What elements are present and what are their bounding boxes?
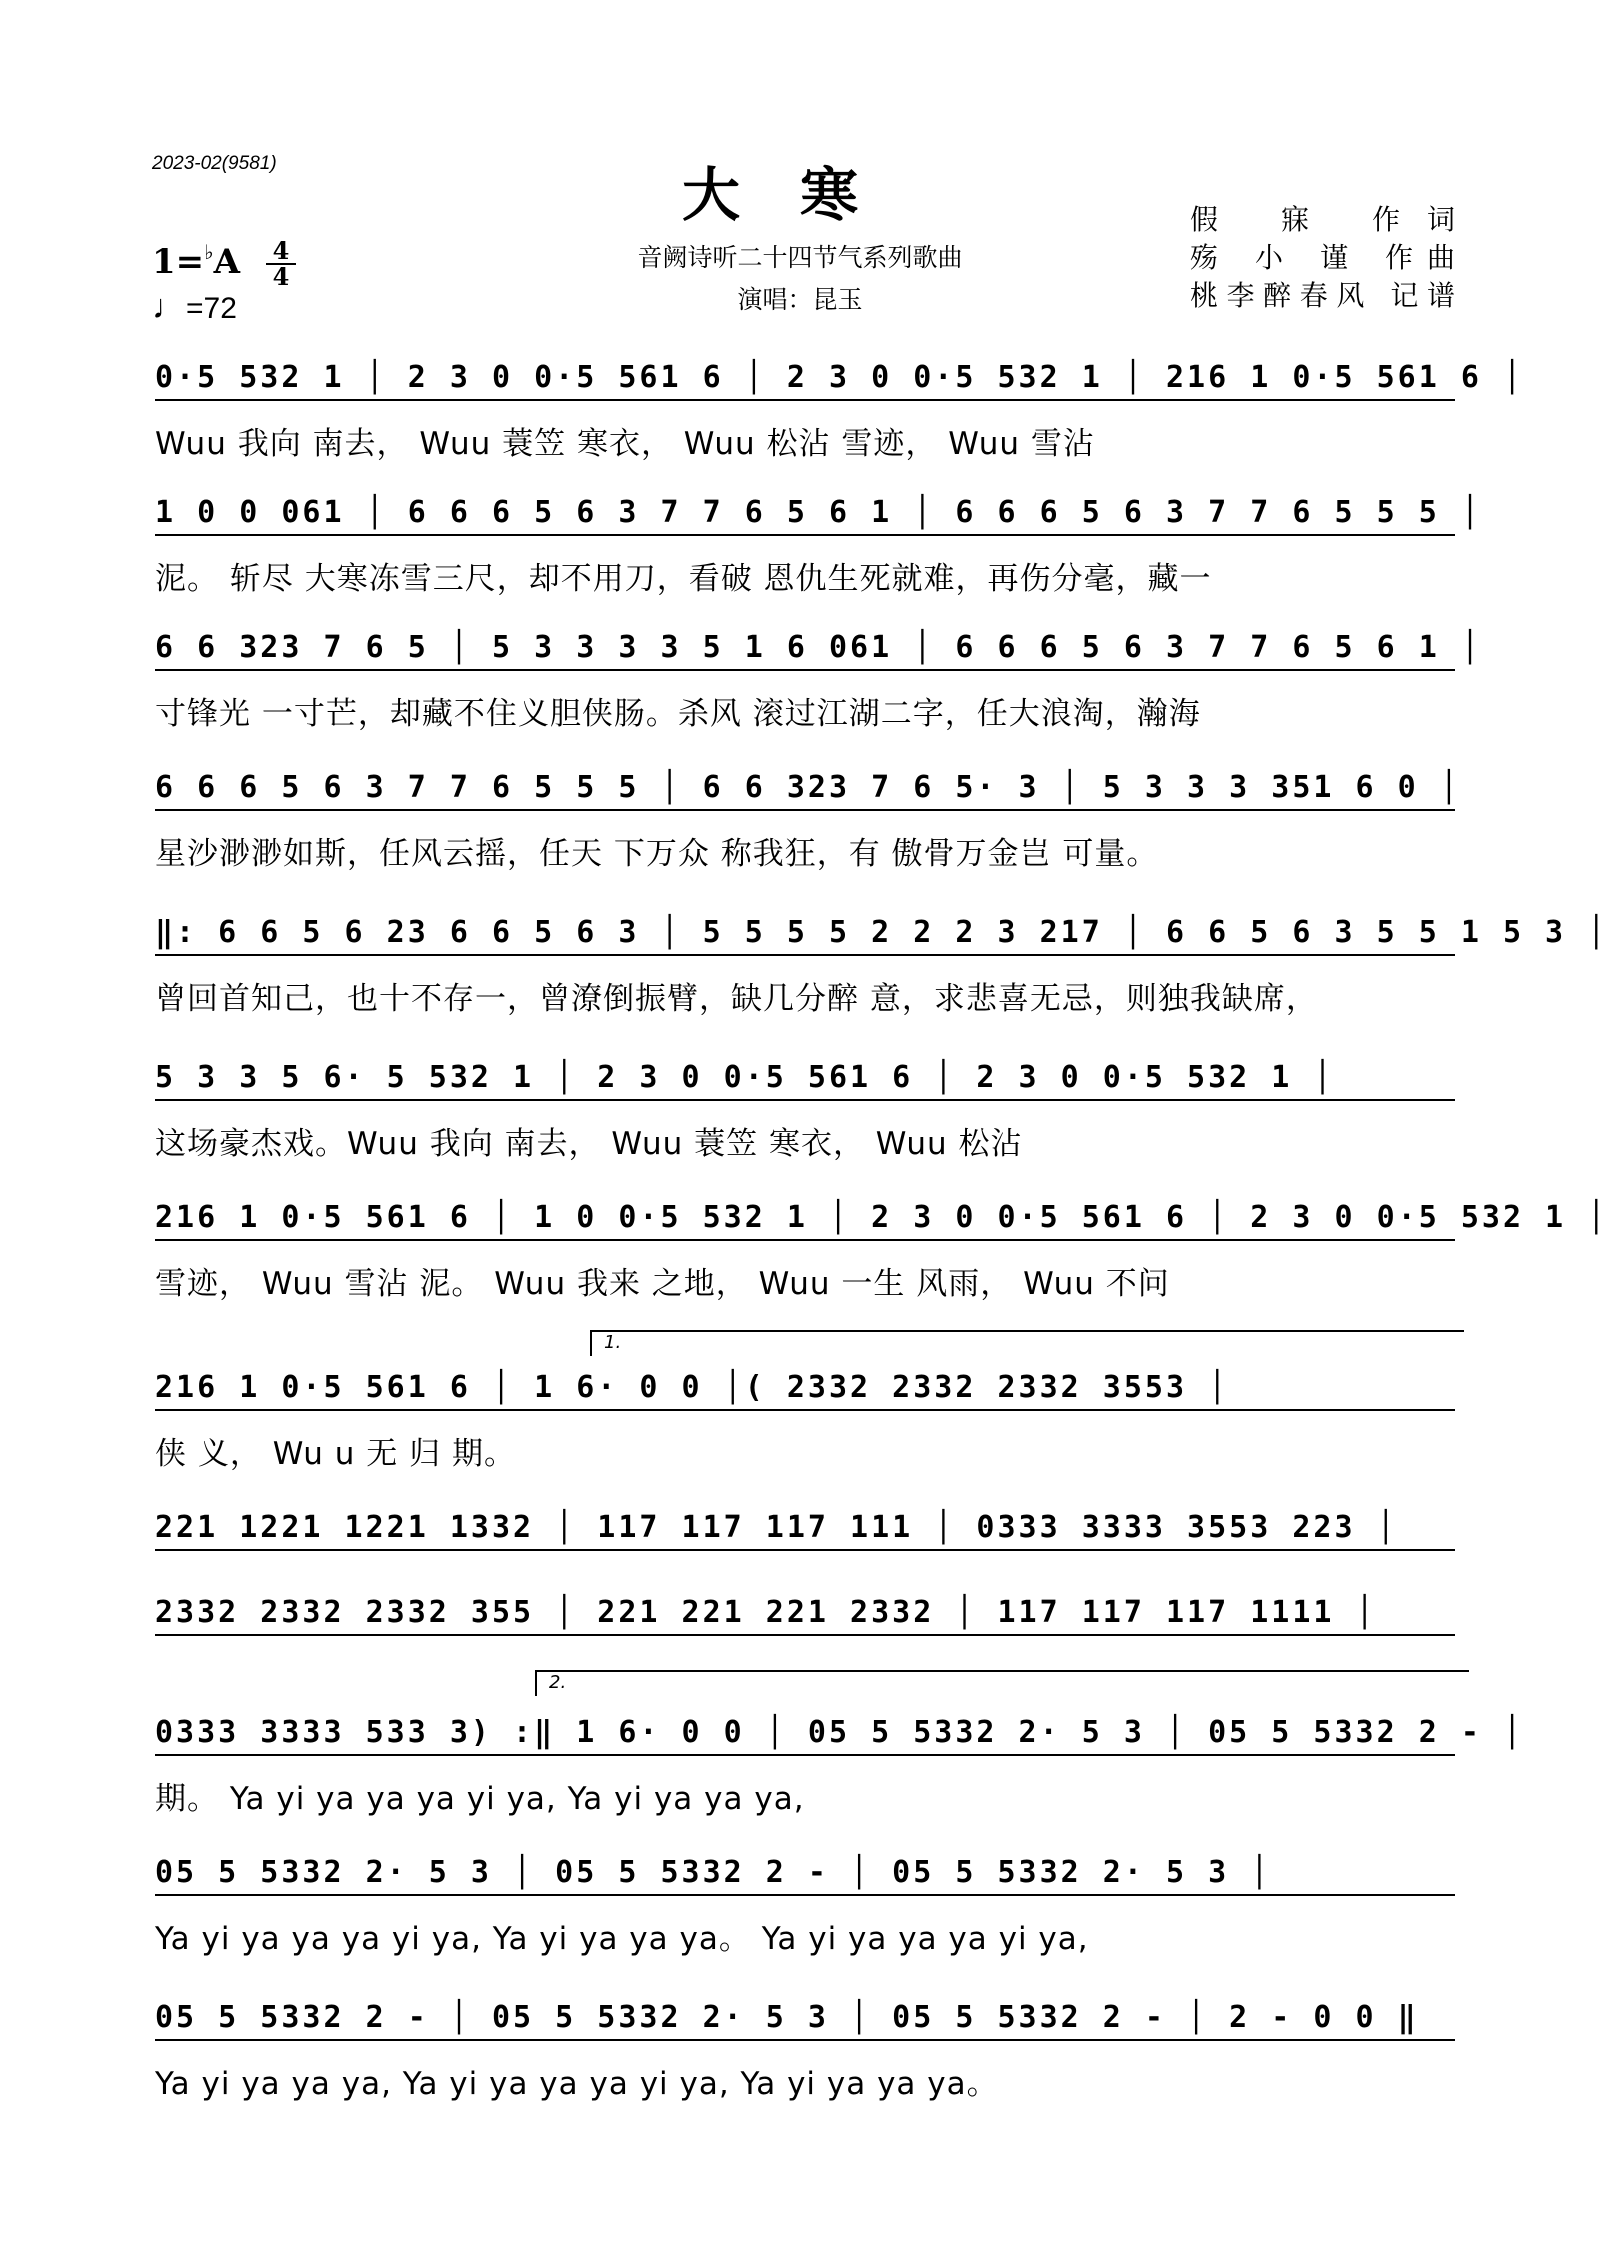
lyrics-line: 期。 Ya yi ya ya ya yi ya, Ya yi ya ya ya, [155,1781,805,1817]
key-signature [152,240,240,282]
lyrics-line: Wuu 我向 南去， Wuu 蓑笠 寒衣， Wuu 松沾 雪迹， Wuu 雪沾 [155,426,1095,462]
volta-first-ending [590,1330,1464,1356]
singer: 演唱：昆玉 [737,285,863,314]
time-signature [266,236,296,291]
notation-line: ‖: 6 6 5 6 23 6 6 5 6 3 │ 5 5 5 5 2 2 2 3 217 │ 6 6 5 6 3 5 5 1 5 3 │ [155,915,1455,956]
notation-line: 05 5 5332 2· 5 3 │ 05 5 5332 2 - │ 05 5 5332 2· 5 3 │ [155,1855,1455,1896]
notation-line: 216 1 0·5 561 6 │ 1 0 0·5 532 1 │ 2 3 0 0·5 561 6 │ 2 3 0 0·5 532 1 │ [155,1200,1455,1241]
notation-line: 221 1221 1221 1332 │ 117 117 117 111 │ 0333 3333 3553 223 │ [155,1510,1455,1551]
notation-line: 6 6 6 5 6 3 7 7 6 5 5 5 │ 6 6 323 7 6 5· 3 │ 5 3 3 3 351 6 0 │ [155,770,1455,811]
lyrics-line: 侠 义， Wu u 无 归 期。 [155,1436,516,1472]
lyrics-line: 雪迹， Wuu 雪沾 泥。 Wuu 我来 之地， Wuu 一生 风雨， Wuu 不问 [155,1266,1170,1302]
key-prefix: 1= [152,242,205,282]
volta-second-label: 2. [549,1672,567,1693]
quarter-note-icon: ♩ [152,288,186,326]
lyrics-line: 寸锋光 一寸芒，却藏不住义胆侠肠。杀风 滚过江湖二字，任大浪淘，瀚海 [155,696,1201,732]
notation-line: 6 6 323 7 6 5 │ 5 3 3 3 3 5 1 6 061 │ 6 6 6 5 6 3 7 7 6 5 6 1 │ [155,630,1455,671]
tempo-value: =72 [186,292,237,325]
lyricist-credit: 假 寐 作词 [1190,203,1455,236]
lyrics-line: 星沙渺渺如斯，任风云摇，任天 下万众 称我狂，有 傲骨万金岂 可量。 [155,836,1159,872]
composer-credit: 殇 小 谨 作曲 [1190,241,1455,274]
notation-line: 05 5 5332 2 - │ 05 5 5332 2· 5 3 │ 05 5 5332 2 - │ 2 - 0 0 ‖ [155,2000,1455,2041]
lyrics-line: Ya yi ya ya ya, Ya yi ya ya ya yi ya, Ya yi ya ya ya。 [155,2066,999,2102]
notation-line: 0333 3333 533 3) :‖ 1 6· 0 0 │ 05 5 5332 2· 5 3 │ 05 5 5332 2 - │ [155,1715,1455,1756]
notation-line: 0·5 532 1 │ 2 3 0 0·5 561 6 │ 2 3 0 0·5 532 1 │ 216 1 0·5 561 6 │ [155,360,1455,401]
time-bottom: 4 [272,262,290,291]
lyrics-line: 泥。 斩尽 大寒冻雪三尺，却不用刀，看破 恩仇生死就难，再伤分毫，藏一 [155,561,1212,597]
notation-line: 2332 2332 2332 355 │ 221 221 221 2332 │ 117 117 117 1111 │ [155,1595,1455,1636]
lyrics-line: Ya yi ya ya ya yi ya, Ya yi ya ya ya。 Ya yi ya ya ya yi ya, [155,1921,1089,1957]
time-top: 4 [272,236,290,265]
notation-line: 216 1 0·5 561 6 │ 1 6· 0 0 │( 2332 2332 2332 3553 │ [155,1370,1455,1411]
notation-line: 1 0 0 061 │ 6 6 6 5 6 3 7 7 6 5 6 1 │ 6 6 6 5 6 3 7 7 6 5 5 5 │ [155,495,1455,536]
lyrics-line: 曾回首知己，也十不存一，曾潦倒振臂，缺几分醉 意，求悲喜无忌，则独我缺席， [155,981,1318,1017]
transcriber-credit: 桃李醉春风 记谱 [1190,279,1455,312]
volta-second-ending [535,1670,1469,1696]
flat-accidental: ♭ [204,240,214,264]
series-subtitle: 音阙诗听二十四节气系列歌曲 [637,243,963,272]
key-note: A [213,242,240,282]
lyrics-line: 这场豪杰戏。Wuu 我向 南去， Wuu 蓑笠 寒衣， Wuu 松沾 [155,1126,1023,1162]
catalog-number: 2023-02(9581) [152,153,277,174]
volta-first-label: 1. [604,1332,622,1353]
notation-line: 5 3 3 5 6· 5 532 1 │ 2 3 0 0·5 561 6 │ 2 3 0 0·5 532 1 │ [155,1060,1455,1101]
song-title: 大寒 [681,161,918,229]
tempo-marking [152,288,237,327]
